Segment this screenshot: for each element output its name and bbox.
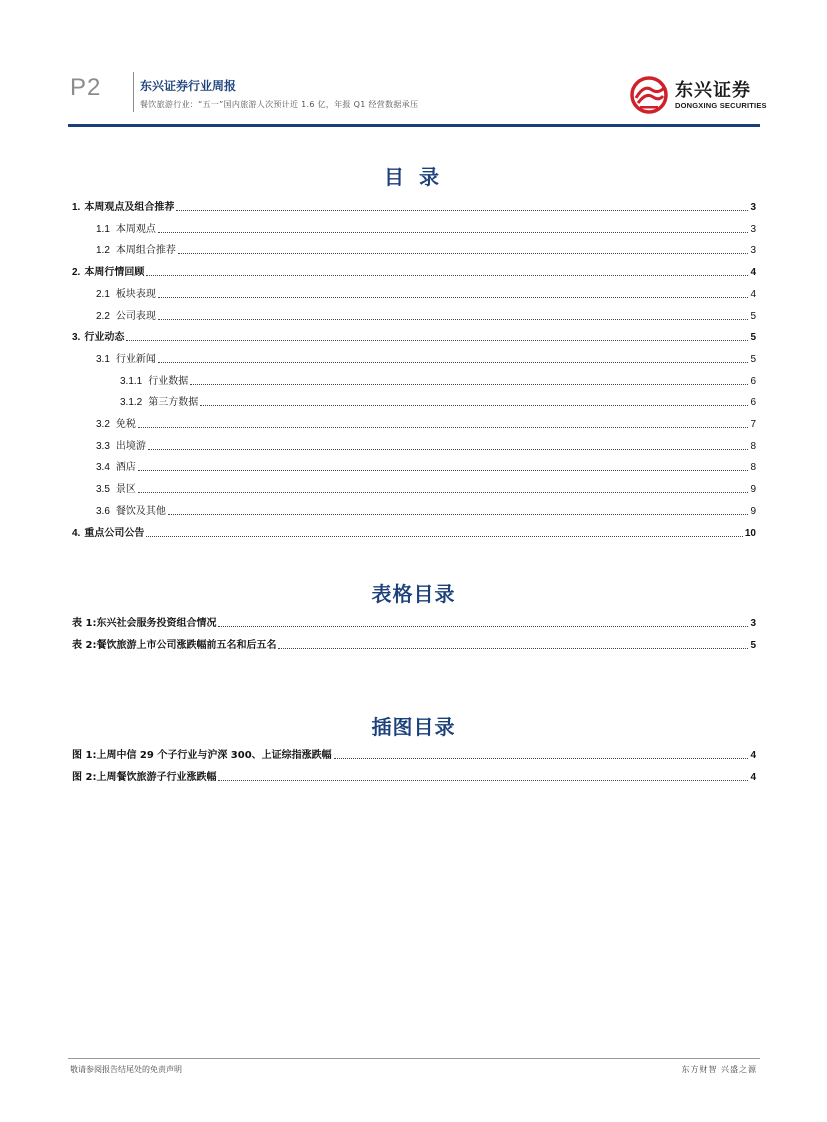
entry-page-number: 3 (750, 223, 756, 235)
toc-entry[interactable] (72, 198, 756, 214)
entry-page-number: 9 (750, 484, 756, 496)
entry-label: 景区 (115, 484, 136, 496)
dot-leader (158, 361, 749, 363)
table-toc-entry[interactable] (72, 636, 756, 652)
footer-rule (68, 1058, 760, 1059)
entry-page-number: 4 (750, 288, 756, 300)
entry-number: 2.2 (96, 310, 110, 322)
toc-entry[interactable] (72, 458, 756, 474)
table-toc-entry[interactable] (72, 614, 756, 630)
entry-number: 3.1 (96, 353, 110, 365)
logo-chinese-text: 东兴证券 (675, 80, 751, 101)
footer-disclaimer-note: 敬请参阅报告结尾处的免责声明 (70, 1065, 182, 1074)
entry-label: 第三方数据 (148, 397, 199, 409)
entry-number: 4. (72, 527, 81, 539)
entry-number: 3.5 (96, 484, 110, 496)
report-subtitle: 餐饮旅游行业：“五一”国内旅游人次预计近 1.6 亿，年报 Q1 经营数据承压 (140, 100, 419, 109)
toc-entry[interactable] (72, 524, 756, 540)
entry-page-number: 4 (750, 772, 756, 783)
entry-page-number: 5 (750, 310, 756, 322)
toc-entry[interactable] (72, 241, 756, 257)
entry-label: 行业数据 (148, 375, 189, 387)
company-logo (630, 76, 767, 114)
dot-leader (218, 625, 748, 627)
logo-emblem-icon (630, 76, 670, 114)
toc-entry[interactable] (72, 393, 756, 409)
dot-leader (218, 779, 748, 781)
header-rule (68, 124, 760, 127)
entry-page-number: 6 (750, 397, 756, 409)
toc-entry[interactable] (72, 285, 756, 301)
entry-number: 2. (72, 267, 81, 279)
entry-page-number: 6 (750, 375, 756, 387)
entry-number: 1. (72, 202, 81, 213)
entry-label: 酒店 (115, 462, 136, 474)
entry-label: 本周观点及组合推荐 (84, 202, 175, 213)
entry-label: 重点公司公告 (84, 527, 145, 539)
toc-title: 目 录 (384, 165, 443, 189)
entry-number: 3.1.1 (120, 375, 143, 387)
toc-entry[interactable] (72, 350, 756, 366)
dot-leader (190, 383, 748, 385)
entry-number: 1.2 (96, 245, 110, 257)
entry-label: 本周组合推荐 (115, 245, 176, 257)
toc-entry[interactable] (72, 480, 756, 496)
toc-entry[interactable] (72, 220, 756, 236)
entry-page-number: 8 (750, 462, 756, 474)
dot-leader (126, 339, 748, 341)
entry-number: 3.2 (96, 419, 110, 430)
page-number: P2 (70, 74, 102, 101)
dot-leader (178, 252, 749, 254)
entry-number: 3.6 (96, 505, 110, 517)
entry-label: 表 1:东兴社会服务投资组合情况 (72, 618, 217, 629)
entry-number: 3.1.2 (120, 397, 143, 409)
entry-page-number: 8 (750, 440, 756, 452)
dot-leader (138, 469, 749, 471)
dot-leader (200, 404, 748, 406)
entry-page-number: 4 (750, 750, 756, 761)
toc-entry[interactable] (72, 415, 756, 431)
entry-number: 3.3 (96, 440, 110, 452)
entry-label: 行业新闻 (115, 353, 156, 365)
entry-label: 图 1:上周中信 29 个子行业与沪深 300、上证综指涨跌幅 (72, 750, 332, 761)
dot-leader (334, 757, 749, 759)
toc-entry[interactable] (72, 437, 756, 453)
entry-label: 板块表现 (115, 288, 156, 300)
entry-page-number: 3 (750, 202, 756, 213)
figures-toc-title: 插图目录 (371, 715, 456, 739)
entry-label: 餐饮及其他 (115, 505, 166, 517)
entry-label: 行业动态 (84, 332, 125, 344)
toc-entry[interactable] (72, 263, 756, 279)
dot-leader (158, 296, 749, 298)
entry-page-number: 3 (750, 245, 756, 257)
entry-page-number: 7 (750, 419, 756, 430)
dot-leader (176, 209, 748, 211)
entry-page-number: 9 (750, 505, 756, 517)
entry-label: 出境游 (115, 440, 146, 452)
toc-entry[interactable] (72, 502, 756, 518)
footer-slogan: 东方财智 兴盛之源 (681, 1065, 757, 1074)
entry-page-number: 3 (750, 618, 756, 629)
entry-number: 1.1 (96, 223, 110, 235)
logo-english-text: DONGXING SECURITIES (675, 101, 767, 110)
entry-page-number: 5 (750, 332, 756, 344)
dot-leader (168, 513, 749, 515)
entry-page-number: 4 (750, 267, 756, 279)
toc-entry[interactable] (72, 307, 756, 323)
entry-label: 图 2:上周餐饮旅游子行业涨跌幅 (72, 772, 217, 783)
figure-toc-entry[interactable] (72, 768, 756, 784)
dot-leader (138, 426, 749, 428)
entry-page-number: 10 (744, 527, 756, 539)
dot-leader (158, 231, 749, 233)
tables-toc-title: 表格目录 (371, 582, 456, 606)
entry-label: 本周观点 (115, 223, 156, 235)
dot-leader (148, 448, 749, 450)
header-divider (133, 72, 134, 112)
dot-leader (278, 647, 748, 649)
entry-number: 3. (72, 332, 81, 344)
entry-label: 本周行情回顾 (84, 267, 145, 279)
report-series-title: 东兴证券行业周报 (140, 79, 237, 93)
figure-toc-entry[interactable] (72, 746, 756, 762)
entry-label: 公司表现 (115, 310, 156, 322)
dot-leader (146, 274, 748, 276)
toc-entry[interactable] (72, 372, 756, 388)
dot-leader (158, 318, 749, 320)
entry-label: 表 2:餐饮旅游上市公司涨跌幅前五名和后五名 (72, 640, 277, 651)
entry-label: 免税 (115, 419, 136, 430)
entry-page-number: 5 (750, 353, 756, 365)
entry-number: 2.1 (96, 288, 110, 300)
entry-page-number: 5 (750, 640, 756, 651)
toc-entry[interactable] (72, 328, 756, 344)
dot-leader (138, 491, 749, 493)
entry-number: 3.4 (96, 462, 110, 474)
dot-leader (146, 535, 743, 537)
